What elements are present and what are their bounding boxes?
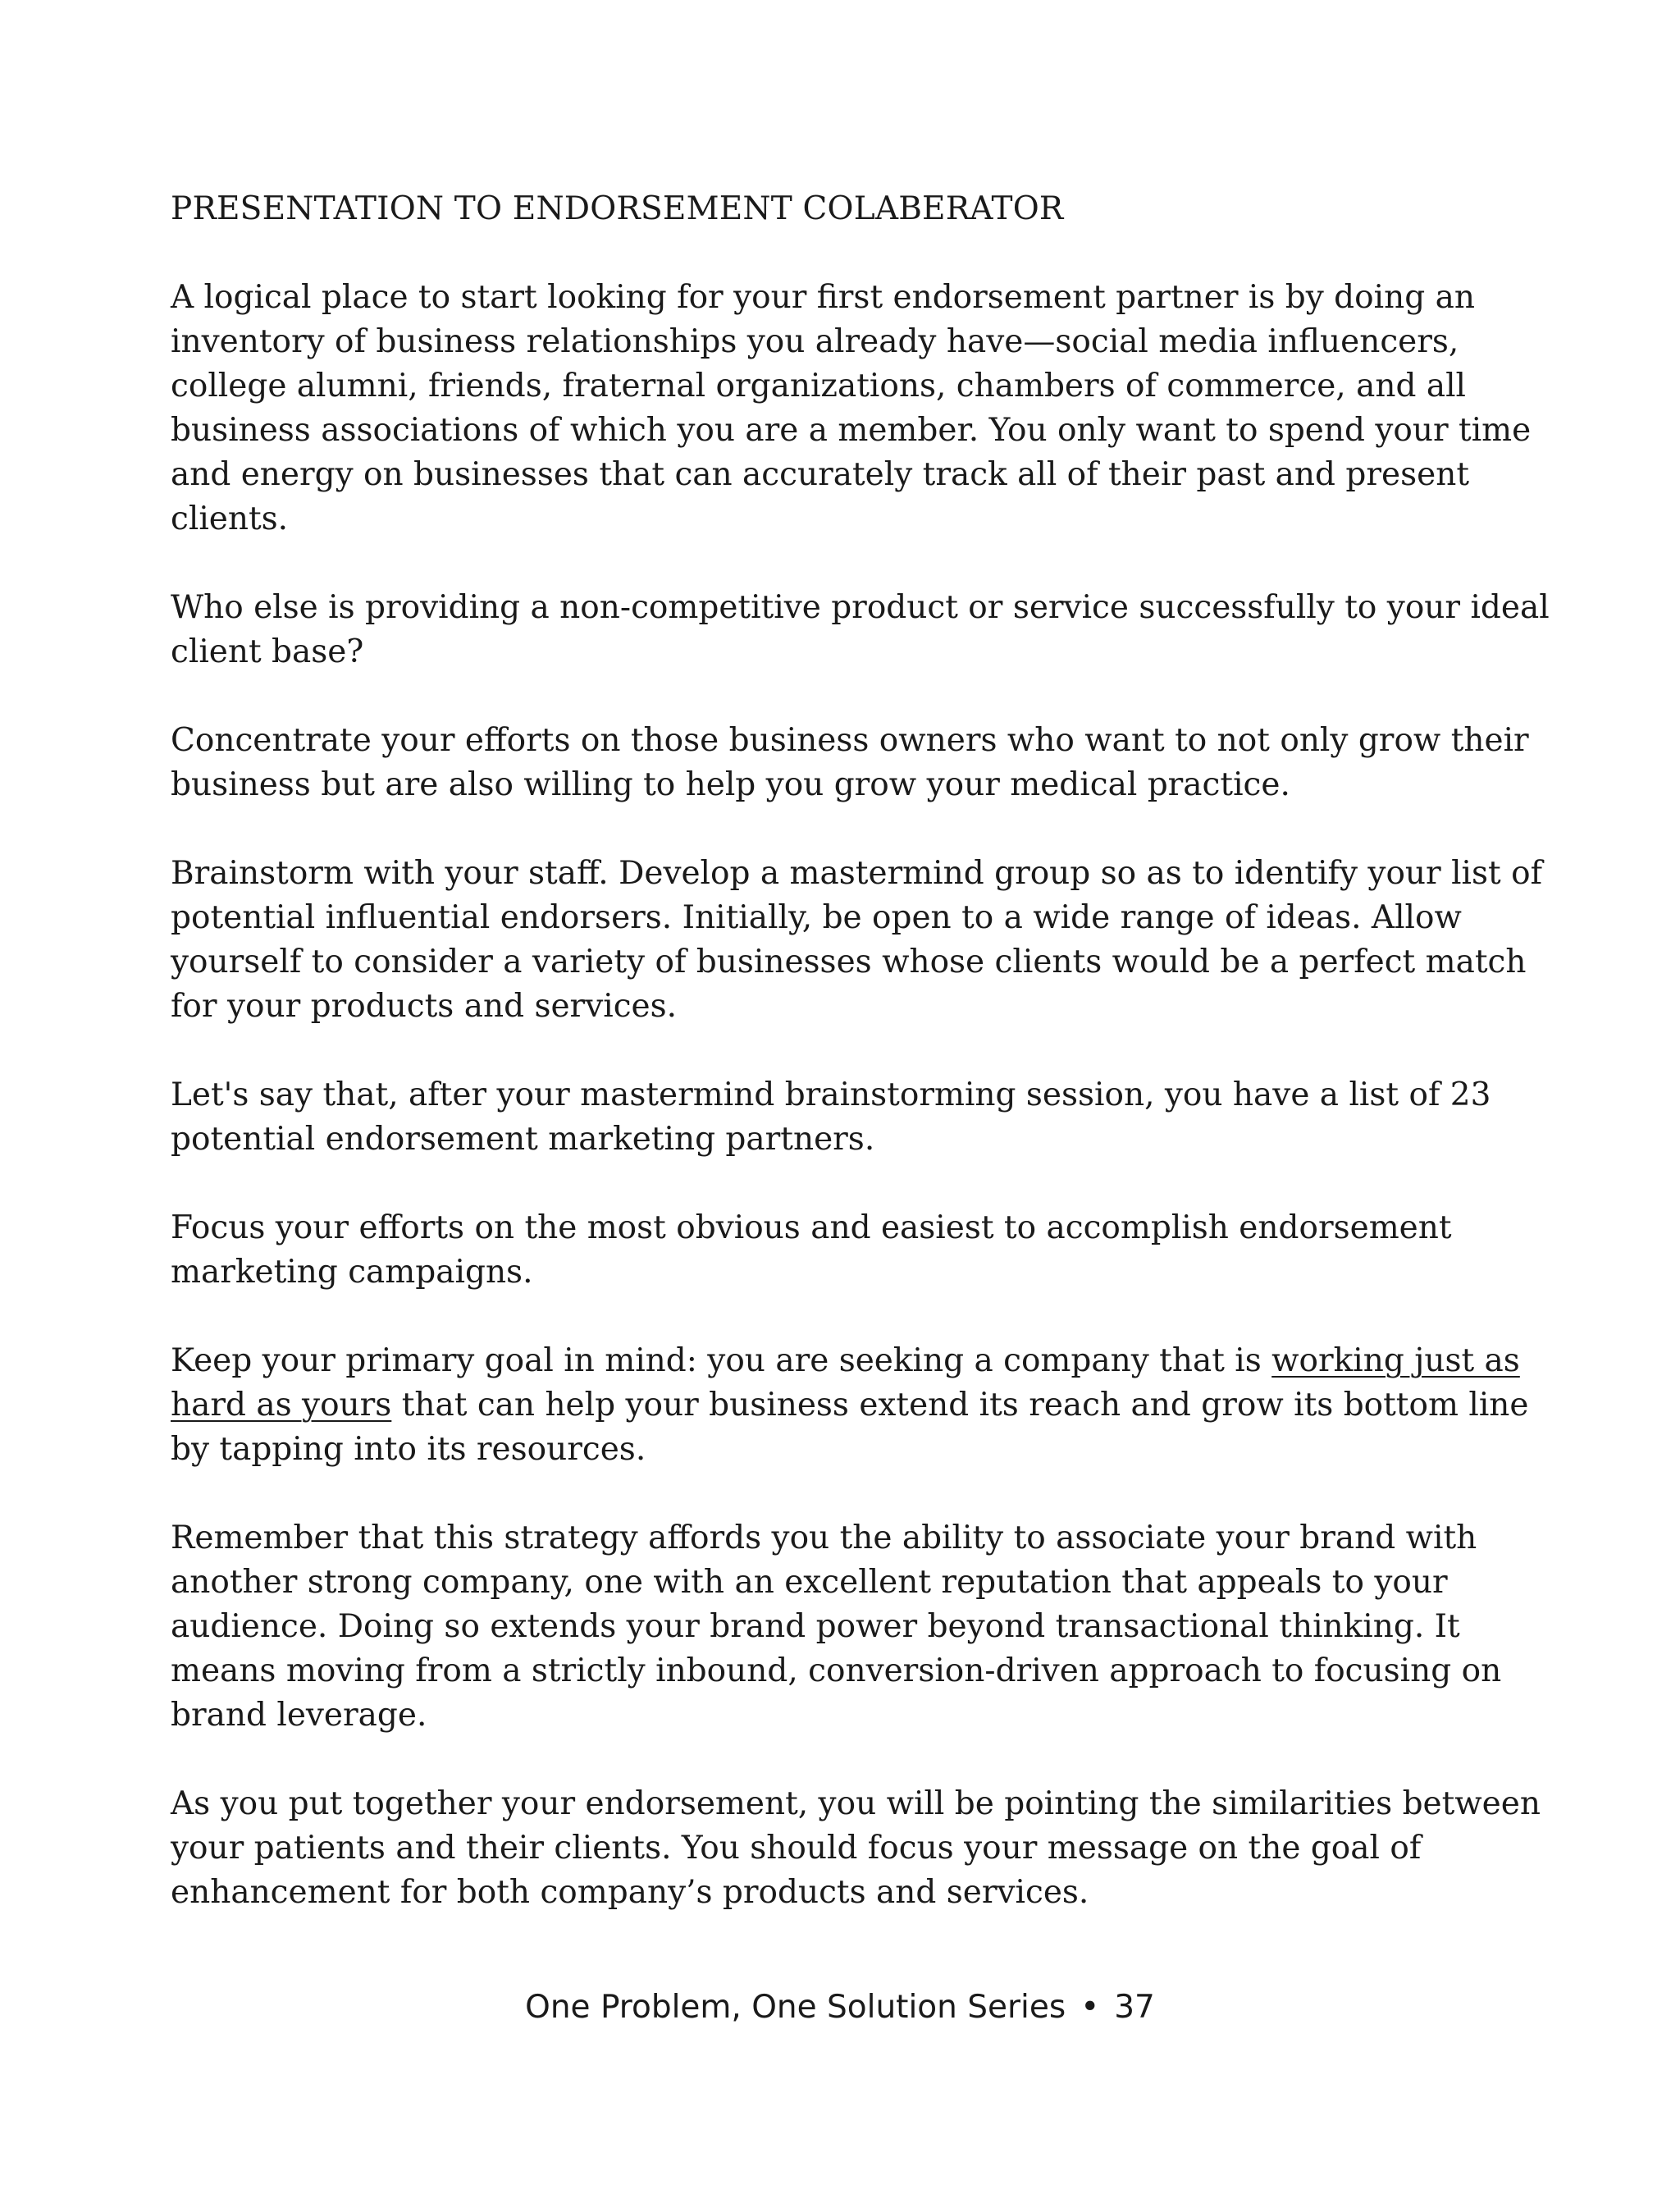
- paragraph-inventory: A logical place to start looking for your first endorsement partner is by doing an inventory of business relationships you already have—social media influencers, college alumni, friends, fraternal organizations, chambers of commerce, and all business associations of which you are a member. You only want to spend your time and energy on businesses that can accurately track all of their past and present clients.: [171, 279, 1532, 537]
- goal-text-before: Keep your primary goal in mind: you are seeking a company that is: [171, 1342, 1272, 1379]
- paragraph-primary-goal: [171, 1339, 1565, 1472]
- paragraph-focus: Focus your efforts on the most obvious and easiest to accomplish endorsement marketing campaigns.: [171, 1209, 1452, 1291]
- goal-text-after: that can help your business extend its reach and grow its bottom line by tapping into its resources.: [171, 1387, 1529, 1468]
- paragraph-remember: Remember that this strategy affords you the ability to associate your brand with another strong company, one with an excellent reputation that appeals to your audience. Doing so extends your brand power beyond transactional thinking. It means moving from a strictly inbound, conversion-driven approach to focusing on brand leverage.: [171, 1520, 1502, 1734]
- page-body: [171, 187, 1565, 1959]
- paragraph-concentrate: Concentrate your efforts on those business owners who want to not only grow their business but are also willing to help you grow your medical practice.: [171, 722, 1529, 803]
- paragraph-put-together: As you put together your endorsement, you will be pointing the similarities between your patients and their clients. You should focus your message on the goal of enhancement for both company’s products and services.: [171, 1785, 1541, 1911]
- paragraph-who-else: Who else is providing a non-competitive product or service successfully to your ideal client base?: [171, 589, 1550, 670]
- footer-bullet-separator: •: [1080, 1989, 1100, 2026]
- paragraph-list-of-23: Let's say that, after your mastermind brainstorming session, you have a list of 23 potential endorsement marketing partners.: [171, 1076, 1491, 1158]
- underlined-phrase: working just as hard as yours: [171, 1342, 1520, 1424]
- paragraph-brainstorm: Brainstorm with your staff. Develop a mastermind group so as to identify your list of potential influential endorsers. Initially, be open to a wide range of ideas. Allow yourself to consider a variety of businesses whose clients would be a perfect match for your products and services.: [171, 855, 1543, 1025]
- page-heading: PRESENTATION TO ENDORSEMENT COLABERATOR: [171, 190, 1064, 227]
- page-footer: [0, 1986, 1680, 2030]
- footer-series-title: One Problem, One Solution Series: [525, 1989, 1066, 2026]
- page-number: 37: [1114, 1989, 1155, 2026]
